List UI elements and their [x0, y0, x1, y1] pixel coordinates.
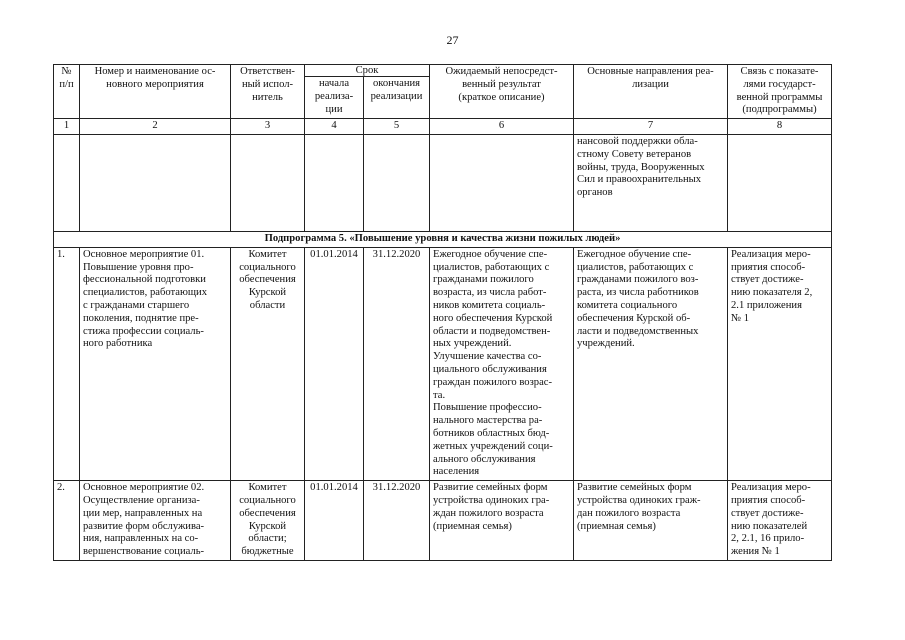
row-num: 2. — [54, 481, 80, 561]
header-row — [54, 65, 832, 77]
row-num: 1. — [54, 247, 80, 480]
program-table — [53, 64, 832, 561]
header-link: Связь с показате- лями государст- венной программы (подпрограммы) — [728, 65, 832, 119]
col-number: 3 — [231, 119, 305, 135]
row-responsible: Комитет социального обеспечения Курской области; бюджетные — [231, 481, 305, 561]
row-directions: Развитие семейных форм устройства одиноких граж- дан пожилого возраста (приемная семья) — [574, 481, 728, 561]
col-number: 1 — [54, 119, 80, 135]
column-numbers-row — [54, 119, 832, 135]
subprogram-row — [54, 231, 832, 247]
row-name: Основное мероприятие 01. Повышение уровня про- фессиональной подготовки специалистов, работающих с гражданами старшего поколения, поднятие пре- стижа профессии социаль- ного работника — [80, 247, 231, 480]
col-number: 6 — [430, 119, 574, 135]
col-number: 2 — [80, 119, 231, 135]
continuation-directions: нансовой поддержки обла- стному Совету ветеранов войны, труда, Вооруженных Сил и правоохранительных органов — [574, 134, 728, 231]
subprogram-title: Подпрограмма 5. «Повышение уровня и качества жизни пожилых людей» — [54, 231, 832, 247]
header-end: окончания реализации — [364, 77, 430, 119]
row-end-date: 31.12.2020 — [364, 247, 430, 480]
row-directions: Ежегодное обучение спе- циалистов, работающих с гражданами пожилого воз- раста, из числа работников комитета социального обеспечения Курской об- ласти и подведомственных учреждений. — [574, 247, 728, 480]
table-row — [54, 247, 832, 480]
col-number: 5 — [364, 119, 430, 135]
table-row — [54, 481, 832, 561]
row-link: Реализация меро- приятия способ- ствует достиже- нию показателей 2, 2.1, 16 прило- жения № 1 — [728, 481, 832, 561]
header-result: Ожидаемый непосредст- венный результат (краткое описание) — [430, 65, 574, 119]
row-responsible: Комитет социального обеспечения Курской области — [231, 247, 305, 480]
header-start: начала реализа- ции — [305, 77, 364, 119]
row-start-date: 01.01.2014 — [305, 481, 364, 561]
row-result: Ежегодное обучение спе- циалистов, работающих с гражданами пожилого возраста, из числа работ- ников комитета социаль- ного обеспечения Курской области и подведомствен- ных учреждений. Улучшение качества со- циального обслуживания граждан пожилого возрас- та. Повышение профессио- нального мастерства ра- ботников областных бюд- жетных учреждений соци- ального обслуживания населения — [430, 247, 574, 480]
col-number: 7 — [574, 119, 728, 135]
row-start-date: 01.01.2014 — [305, 247, 364, 480]
header-num: № п/п — [54, 65, 80, 119]
page-number: 27 — [446, 33, 459, 47]
header-responsible: Ответствен- ный испол- нитель — [231, 65, 305, 119]
header-directions: Основные направления реа- лизации — [574, 65, 728, 119]
header-name: Номер и наименование ос- новного мероприятия — [80, 65, 231, 119]
row-name: Основное мероприятие 02. Осуществление организа- ции мер, направленных на развитие форм обслужива- ния, направленных на со- вершенствование социаль- — [80, 481, 231, 561]
header-term: Срок — [305, 65, 430, 77]
col-number: 8 — [728, 119, 832, 135]
row-end-date: 31.12.2020 — [364, 481, 430, 561]
continuation-row — [54, 134, 832, 231]
row-result: Развитие семейных форм устройства одиноких гра- ждан пожилого возраста (приемная семья) — [430, 481, 574, 561]
row-link: Реализация меро- приятия способ- ствует достиже- нию показателя 2, 2.1 приложения № 1 — [728, 247, 832, 480]
col-number: 4 — [305, 119, 364, 135]
